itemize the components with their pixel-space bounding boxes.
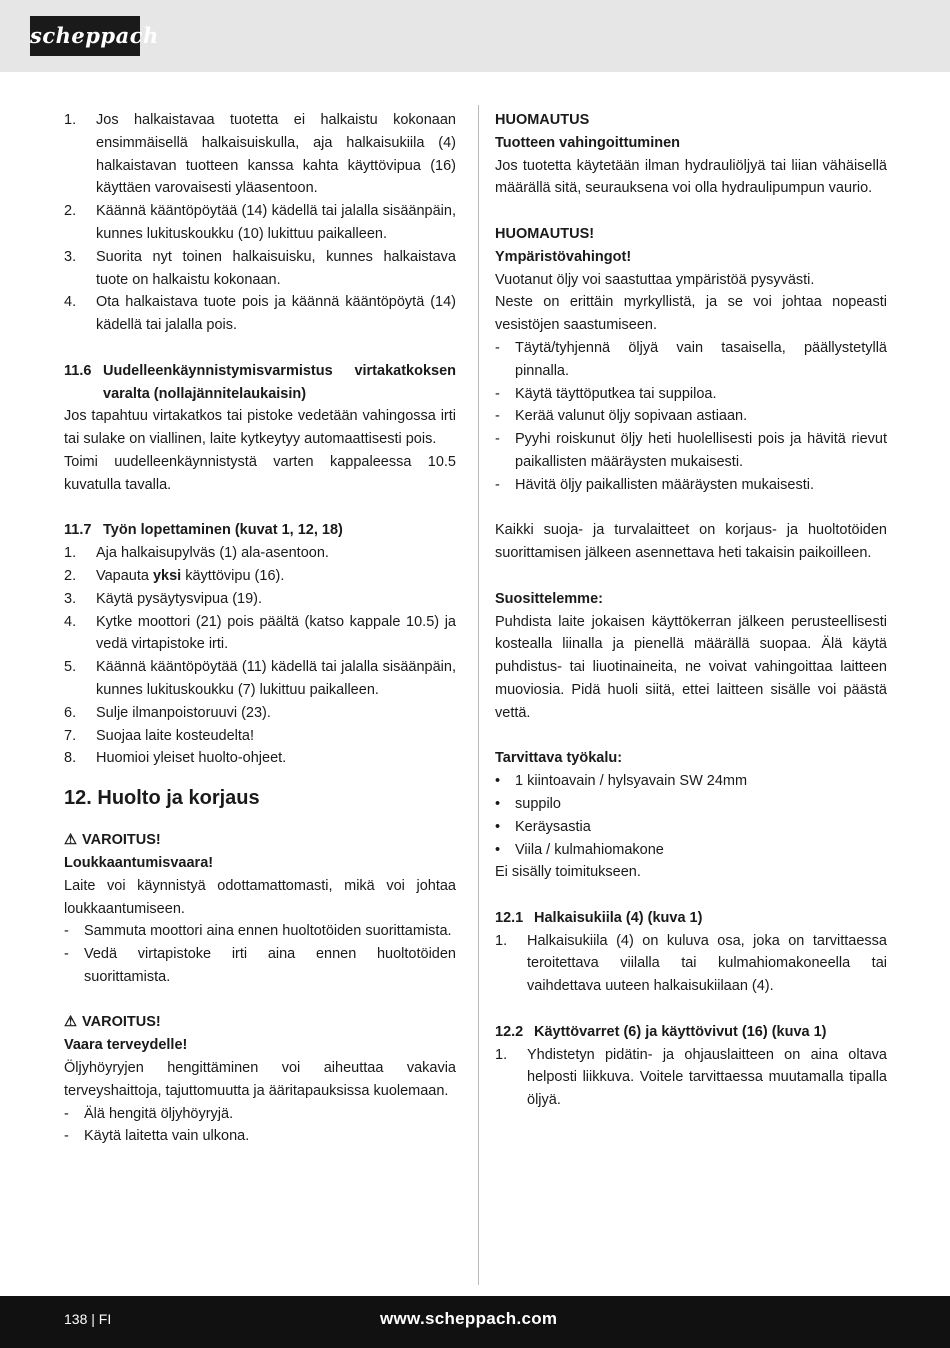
notice-heading: HUOMAUTUS: [495, 112, 590, 128]
list-item: 1. Yhdistetyn pidätin- ja ohjauslaitteen on aina oltava helposti liikkuva. Voitele tarvittaessa muutamalla tipalla öljyä.: [495, 1046, 887, 1109]
notice-subheading: Ympäristövahingot!: [495, 248, 632, 265]
list-item: 3. Käytä pysäytysvipua (19).: [64, 590, 263, 607]
list-item: - Sammuta moottori aina ennen huoltotöiden suorittamista.: [64, 923, 452, 940]
list-item: - Kerää valunut öljy sopivaan astiaan.: [495, 408, 748, 425]
warning-triangle-icon: ⚠: [64, 1014, 77, 1031]
list-item: 2. Vapauta yksi käyttövipu (16).: [64, 567, 285, 584]
list-item: 6. Sulje ilmanpoistoruuvi (23).: [64, 704, 271, 721]
chapter-heading-12: 12. Huolto ja korjaus: [64, 787, 260, 810]
warning-heading: ⚠ VAROITUS!: [64, 829, 456, 852]
paragraph: Laite voi käynnistyä odottamattomasti, mikä voi johtaa loukkaantumiseen.: [64, 877, 456, 917]
list-item: 1. Aja halkaisupylväs (1) ala-asentoon.: [64, 545, 329, 562]
section-heading-11-6: 11.6 Uudelleenkäynnistymisvarmistus virtakatkoksen varalta (nollajännitelaukaisin): [64, 362, 456, 402]
paragraph: Toimi uudelleenkäynnistystä varten kappaleessa 10.5 kuvatulla tavalla.: [64, 453, 456, 493]
warning-heading: ⚠ VAROITUS!: [64, 1011, 456, 1034]
list-item: 4. Ota halkaistava tuote pois ja käännä kääntöpöytä (14) kädellä tai jalalla pois.: [64, 294, 456, 334]
paragraph: Puhdista laite jokaisen käyttökerran jälkeen perusteellisesti kostealla liinalla ja pienellä määrällä suopaa. Älä käytä puhdistus- tai liuotinaineita, ne voivat vahingoittaa laitteen muoviosia. Pidä huoli siitä, ettei laitteen sisälle voi päästä vettä.: [495, 613, 887, 721]
splitting-steps-list: [64, 109, 456, 337]
left-column: [64, 109, 456, 1148]
list-item: 1. Halkaisukiila (4) on kuluva osa, joka on tarvittaessa teroitettava viilalla tai kulmahiomakoneella tai vaihdettava uuteen halkaisukiilaan (4).: [495, 932, 887, 995]
paragraph: Ei sisälly toimitukseen.: [495, 864, 641, 881]
page-footer: [0, 1296, 950, 1348]
warning-triangle-icon: ⚠: [64, 832, 77, 849]
column-divider: [478, 105, 479, 1285]
list-item: - Älä hengitä öljyhöyryjä.: [64, 1105, 234, 1122]
paragraph: Kaikki suoja- ja turvalaitteet on korjaus- ja huoltotöiden suorittamisen jälkeen asennettava heti takaisin paikoilleen.: [495, 522, 887, 562]
list-item: • Viila / kulmahiomakone: [495, 841, 664, 858]
list-item: - Käytä täyttöputkea tai suppiloa.: [495, 385, 717, 402]
list-item: 7. Suojaa laite kosteudelta!: [64, 727, 254, 744]
website-link[interactable]: www.scheppach.com: [380, 1309, 558, 1328]
list-item: 3. Suorita nyt toinen halkaisuisku, kunnes halkaistava tuote on halkaistu kokonaan.: [64, 248, 456, 288]
scheppach-logo: scheppach: [30, 16, 140, 56]
list-item: - Käytä laitetta vain ulkona.: [64, 1128, 250, 1145]
paragraph: Jos tuotetta käytetään ilman hydrauliöljyä tai liian vähäisellä määrällä sitä, seurauksena voi olla hydraulipumpun vaurio.: [495, 157, 887, 197]
list-item: 5. Käännä kääntöpöytää (11) kädellä tai jalalla sisäänpäin, kunnes lukituskoukku (7) lukittuu paikalleen.: [64, 659, 456, 698]
list-item: - Täytä/tyhjennä öljyä vain tasaisella, päällystetyllä pinnalla.: [495, 339, 887, 379]
paragraph: Jos tapahtuu virtakatkos tai pistoke vedetään vahingossa irti tai sulake on viallinen, laite kytkeytyy automaattisesti pois.: [64, 408, 456, 448]
section-heading-12-1: 12.1 Halkaisukiila (4) (kuva 1): [495, 909, 703, 926]
notice-subheading: Tuotteen vahingoittuminen: [495, 134, 680, 151]
paragraph: Öljyhöyryjen hengittäminen voi aiheuttaa vakavia terveyshaittoja, tajuttomuutta ja ääritapauksissa kuolemaan.: [64, 1060, 456, 1099]
list-item: • 1 kiintoavain / hylsyavain SW 24mm: [495, 773, 748, 790]
paragraph: Neste on erittäin myrkyllistä, ja se voi johtaa nopeasti vesistöjen saastumiseen.: [495, 294, 887, 334]
list-item: • Keräysastia: [495, 818, 591, 835]
warning-subheading: Vaara terveydelle!: [64, 1037, 188, 1054]
list-item: 4. Kytke moottori (21) pois päältä (katso kappale 10.5) ja vedä virtapistoke irti.: [64, 613, 456, 653]
list-item: - Hävitä öljy paikallisten määräysten mukaisesti.: [495, 476, 814, 493]
section-heading-12-2: 12.2 Käyttövarret (6) ja käyttövivut (16) (kuva 1): [495, 1023, 827, 1040]
list-item: 2. Käännä kääntöpöytää (14) kädellä tai jalalla sisäänpäin, kunnes lukituskoukku (10) lukittuu paikalleen.: [64, 203, 456, 242]
section-heading-11-7: 11.7 Työn lopettaminen (kuvat 1, 12, 18): [64, 522, 343, 539]
list-item: - Vedä virtapistoke irti aina ennen huoltotöiden suorittamista.: [64, 946, 456, 985]
warning-subheading: Loukkaantumisvaara!: [64, 854, 214, 871]
page-number: 138 | FI: [64, 1311, 112, 1327]
stop-work-list: [64, 542, 456, 770]
list-item: - Pyyhi roiskunut öljy heti huolellisesti pois ja hävitä rievut paikallisten määräysten mukaisesti.: [495, 431, 887, 470]
page-header: [0, 0, 950, 72]
paragraph: Vuotanut öljy voi saastuttaa ympäristöä pysyvästi.: [495, 271, 815, 288]
list-item: • suppilo: [495, 795, 561, 812]
recommend-heading: Suosittelemme:: [495, 590, 603, 607]
list-item: 1. Jos halkaistavaa tuotetta ei halkaistu kokonaan ensimmäisellä halkaisuiskulla, aja halkaisukiila (4) halkaistavan tuotteen kanssa kahta käyttövipua (16) käyttäen varovaisesti yläasentoon.: [64, 112, 456, 197]
right-column: [495, 109, 887, 1112]
list-item: 8. Huomioi yleiset huolto-ohjeet.: [64, 750, 287, 767]
notice-heading: HUOMAUTUS!: [495, 225, 595, 242]
tools-heading: Tarvittava työkalu:: [495, 750, 623, 767]
